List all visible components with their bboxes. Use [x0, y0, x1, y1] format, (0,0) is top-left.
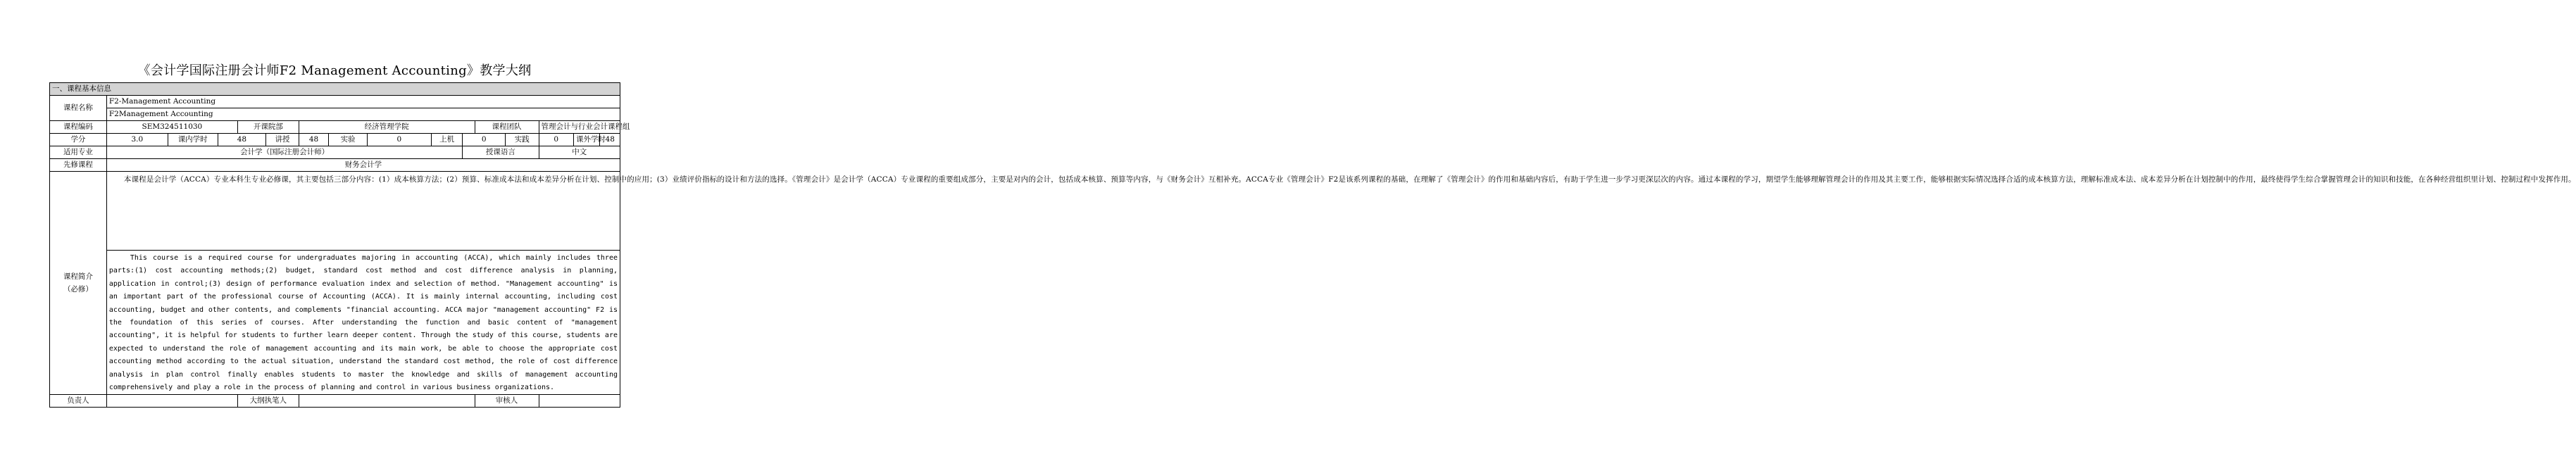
- intro-chinese-text: 本课程是会计学（ACCA）专业本科生专业必修课，其主要包括三部分内容：(1）成本核算方法；(2）预算、标准成本法和成本差异分析在计划、控制中的应用；(3）业绩评价指标的设计和方法的选择。《管理会计》是会计学（ACCA）专业课程的重要组成部分，主要是对内的会计，包括成本核算、预算等内容，与《财务会计》互相补充。ACCA专业《管理会计》F2是该系列课程的基础，在理解了《管理会计》的作用和基础内容后，有助于学生进一步学习更深层次的内容。通过本课程的学习，期望学生能够理解管理会计的作用及其主要工作，能够根据实际情况选择合适的成本核算方法，理解标准成本法、成本差异分析在计划控制中的作用，最终使得学生综合掌握管理会计的知识和技能，在各种经营组织里计划、控制过程中发挥作用。: [123, 175, 2576, 184]
- owner-value: [106, 395, 237, 408]
- in-class-hours-label: 课内学时: [168, 134, 218, 146]
- course-name-label: 课程名称: [50, 96, 107, 121]
- course-name-value-1: F2-Management Accounting: [106, 96, 620, 108]
- computer-value: 0: [463, 134, 506, 146]
- language-label: 授课语言: [463, 146, 539, 159]
- intro-cn-cell: [106, 172, 2576, 251]
- team-label: 课程团队: [475, 121, 539, 134]
- section-header-row: [50, 83, 620, 96]
- lecture-value: 48: [299, 134, 328, 146]
- course-info-table: [49, 82, 2576, 408]
- course-code-value: SEM324511030: [106, 121, 237, 134]
- prereq-row: [50, 159, 620, 172]
- owner-label: 负责人: [50, 395, 107, 408]
- course-name-value-2: F2Management Accounting: [106, 108, 620, 121]
- language-value: 中文: [539, 146, 620, 159]
- intro-label: 课程简介: [63, 272, 93, 282]
- extra-hours-value: 48: [600, 134, 620, 146]
- practice-value: 0: [539, 134, 574, 146]
- course-name-row-2: [50, 108, 620, 121]
- department-value: 经济管理学院: [299, 121, 475, 134]
- major-value: 会计学（国际注册会计师）: [106, 146, 462, 159]
- document-title: 《会计学国际注册会计师F2 Management Accounting》教学大纲: [137, 63, 532, 78]
- intro-en-cell: [106, 251, 620, 395]
- department-label: 开课院部: [237, 121, 299, 134]
- major-row: [50, 146, 620, 159]
- credits-value: 3.0: [106, 134, 168, 146]
- course-code-label: 课程编码: [50, 121, 107, 134]
- experiment-value: 0: [367, 134, 431, 146]
- prereq-value: 财务会计学: [106, 159, 620, 172]
- intro-en-row: [50, 251, 620, 395]
- reviewer-label: 审核人: [475, 395, 539, 408]
- course-code-row: [50, 121, 620, 134]
- credits-row: [50, 134, 620, 146]
- section-basic-info: 一、课程基本信息: [50, 83, 620, 96]
- in-class-hours-value: 48: [218, 134, 266, 146]
- extra-hours-label: 课外学时: [574, 134, 600, 146]
- prereq-label: 先修课程: [50, 159, 107, 172]
- intro-english-text: This course is a required course for undergraduates majoring in accounting (ACCA), which mainly includes three parts:(1) cost accounting methods;(2) budget, standard cost method and cost difference analysis in planning, application in control;(3) design of performance evaluation index and selection of method. "Management accounting" is an important part of the professional course of Accounting (ACCA). It is mainly internal accounting, including cost accounting, budget and other contents, and complements "financial accounting. ACCA major "management accounting" F2 is the foundation of this series of courses. After understanding the function and basic content of "management accounting", it is helpful for students to further learn deeper content. Through the study of this course, students are expected to understand the role of management accounting and its main work, be able to choose the appropriate cost accounting method according to the actual situation, understand the standard cost method, the role of cost difference analysis in plan control finally enables students to master the knowledge and skills of management accounting comprehensively and play a role in the process of planning and control in various business organizations.: [108, 254, 618, 392]
- reviewer-value: [539, 395, 620, 408]
- major-label: 适用专业: [50, 146, 107, 159]
- practice-label: 实践: [505, 134, 539, 146]
- writer-value: [299, 395, 475, 408]
- computer-label: 上机: [431, 134, 462, 146]
- experiment-label: 实验: [329, 134, 368, 146]
- writer-label: 大纲执笔人: [237, 395, 299, 408]
- lecture-label: 讲授: [266, 134, 299, 146]
- intro-cn-row: [50, 172, 620, 251]
- credits-label: 学分: [50, 134, 107, 146]
- intro-label-required: （必修）: [63, 285, 93, 294]
- signature-row: [50, 395, 620, 408]
- course-name-row: [50, 96, 620, 108]
- intro-label-cell: [50, 172, 107, 395]
- team-value: 管理会计与行业会计课程组: [539, 121, 620, 134]
